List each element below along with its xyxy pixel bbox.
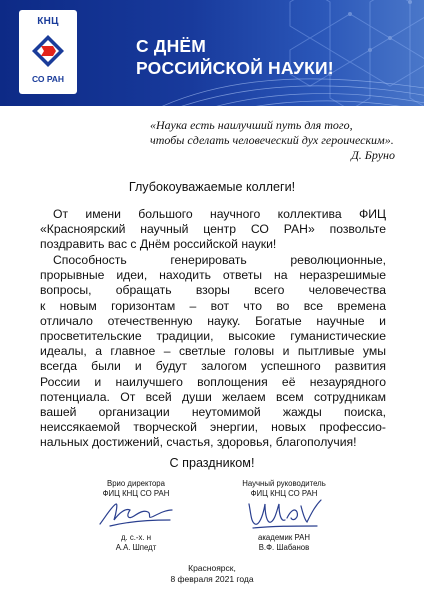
paragraph-line: отличало отечественную науку. Богатые научные и <box>40 313 386 328</box>
paragraph-line: нальных достижений, счастья, здоровья, благополучия! <box>40 435 357 450</box>
paragraph-line: От имени большого научного коллектива ФИЦ <box>53 207 386 221</box>
epigraph-author: Д. Бруно <box>351 148 395 162</box>
paragraph-line: «Красноярский научный центр СО РАН» позвольте <box>40 222 386 237</box>
signature-left-degree: д. с.-х. н <box>120 533 152 542</box>
logo-subtitle: СО РАН <box>31 74 65 84</box>
paragraph-intro <box>40 207 386 253</box>
banner-title-line-2: РОССИЙСКОЙ НАУКИ! <box>136 58 334 78</box>
signature-right-name-block <box>214 533 354 552</box>
place-and-date <box>0 563 424 584</box>
signature-left-title: Врио директора <box>107 479 165 488</box>
signature-left-position <box>66 479 206 498</box>
date: 8 февраля 2021 года <box>170 573 254 584</box>
paragraph-line: к новым горизонтам – вот что во все времена <box>40 298 386 313</box>
paragraph-line: прорывные идеи, находить ответы на неразрешимые <box>40 268 386 283</box>
paragraph-line: всегда были и будут залогом успешного развития <box>40 359 386 374</box>
greeting-heading: Глубокоуважаемые коллеги! <box>128 180 296 194</box>
signature-right-handwriting <box>243 496 325 532</box>
paragraph-line: вопросы, обращать взоры всего человечества <box>40 283 386 298</box>
epigraph-quote <box>150 118 395 163</box>
paragraph-line: просветительские традиции, высокие гуманистические <box>40 329 386 344</box>
signature-right-degree: академик РАН <box>258 533 310 542</box>
paragraph-main <box>40 253 386 451</box>
paragraph-line: вашей организации неутомимой жажды поиска, <box>40 405 386 420</box>
signature-left-name-block <box>66 533 206 552</box>
signature-left-org: ФИЦ КНЦ СО РАН <box>102 488 170 498</box>
epigraph-line-2: чтобы сделать человеческий дух героическим». <box>150 133 394 147</box>
epigraph-line-1: «Наука есть наилучший путь для того, <box>150 118 353 132</box>
closing-line: С праздником! <box>169 456 255 470</box>
paragraph-line: идеалы, а главное – светлые головы и пытливые умы <box>40 344 386 359</box>
paragraph-line: России и наилучшего воплощения её незаурядного <box>40 374 386 389</box>
city: Красноярск, <box>188 563 236 573</box>
paragraph-line: потенциала. От всей души желаем всем сотрудникам <box>40 389 386 404</box>
signature-right-title: Научный руководитель <box>242 479 326 488</box>
logo-abbreviation: КНЦ <box>37 16 59 27</box>
banner-title-line-1: С ДНЁМ <box>136 36 207 56</box>
signature-left-handwriting <box>96 498 176 532</box>
header-banner <box>0 0 424 106</box>
signature-left-name: А.А. Шпедт <box>115 542 157 552</box>
paragraph-line: неиссякаемой творческой энергии, новых профессио- <box>40 420 386 435</box>
paragraph-line: Способность генерировать революционные, <box>53 253 386 267</box>
knc-emblem-icon <box>31 34 65 68</box>
paragraph-line: поздравить вас с Днём российской науки! <box>40 237 277 252</box>
signature-right-org: ФИЦ КНЦ СО РАН <box>250 488 318 498</box>
signature-right-name: В.Ф. Шабанов <box>258 542 310 552</box>
knc-logo <box>19 10 77 94</box>
